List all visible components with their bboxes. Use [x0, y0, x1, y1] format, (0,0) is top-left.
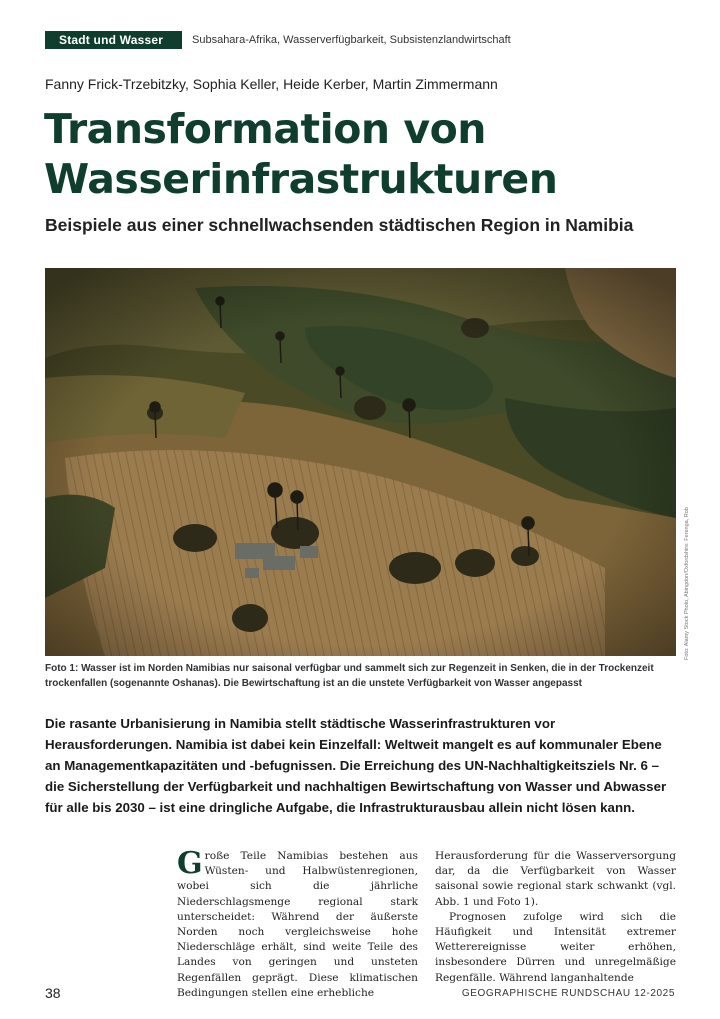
photo-credit: Foto: Alamy Stock Photo, Abingdon/Oxfordshire: Ferenga, Rob — [684, 507, 690, 660]
title-line-1: Transformation von — [44, 105, 486, 153]
body-text-2a: Herausforderung für die Wasserversorgung dar, da die Verfügbarkeit von Wasser saisonal sowie regional stark schwankt (vgl. Abb. 1 und Foto 1). — [435, 850, 676, 908]
section-header — [45, 31, 511, 49]
aerial-photo — [45, 268, 676, 656]
lead-paragraph: Die rasante Urbanisierung in Namibia stellt städtische Wasserinfrastrukturen vor Herausforderungen. Namibia ist dabei kein Einzelfall: Weltweit mangelt es auf kommunaler Ebene an Managementkapazitäten und -befugnissen. Die Erreichung des UN-Nachhaltigkeitsziels Nr. 6 – die Sicherstellung der Verfügbarkeit und nachhaltigen Bewirtschaftung von Wasser und Abwasser für alle bis 2030 – ist eine dringliche Aufgabe, die Infrastrukturausbau allein nicht lösen kann. — [45, 716, 667, 815]
title-line-2: Wasserinfrastrukturen — [44, 155, 558, 203]
body-column-2 — [435, 849, 676, 986]
section-tag: Stadt und Wasser — [45, 31, 182, 49]
body-text-1: roße Teile Namibias bestehen aus Wüsten- und Halbwüstenregionen, wobei sich die jährliche Niederschlagsmenge regional stark unterscheidet: Während der äußerste Norden noch vergleichsweise hohe Niederschläge erhält, sind weite Teile des Landes von geringen und unsteten Regenfällen geprägt. Diese klimatischen Bedingungen stellen eine erhebliche — [177, 850, 418, 999]
authors: Fanny Frick-Trzebitzky, Sophia Keller, Heide Kerber, Martin Zimmermann — [45, 76, 498, 92]
body-text-2b: Prognosen zufolge wird sich die Häufigkeit und Intensität extremer Wetterereignisse weiter erhöhen, insbesondere Dürren und unregelmäßige Regenfälle. Während langanhaltende — [435, 910, 676, 984]
photo-caption: Foto 1: Wasser ist im Norden Namibias nur saisonal verfügbar und sammelt sich zur Regenzeit in Senken, die in der Trockenzeit trockenfallen (sogenannte Oshanas). Die Bewirtschaftung ist an die unstete Verfügbarkeit von Wasser angepasst — [45, 663, 654, 689]
article-subtitle: Beispiele aus einer schnellwachsenden städtischen Region in Namibia — [45, 215, 634, 235]
article-title — [44, 104, 557, 204]
journal-name: GEOGRAPHISCHE RUNDSCHAU 12-2025 — [461, 988, 675, 999]
drop-cap: G — [177, 846, 203, 881]
page-number: 38 — [45, 985, 61, 1001]
body-column-1 — [177, 846, 418, 1001]
keywords: Subsahara-Afrika, Wasserverfügbarkeit, Subsistenzlandwirtschaft — [192, 34, 511, 46]
